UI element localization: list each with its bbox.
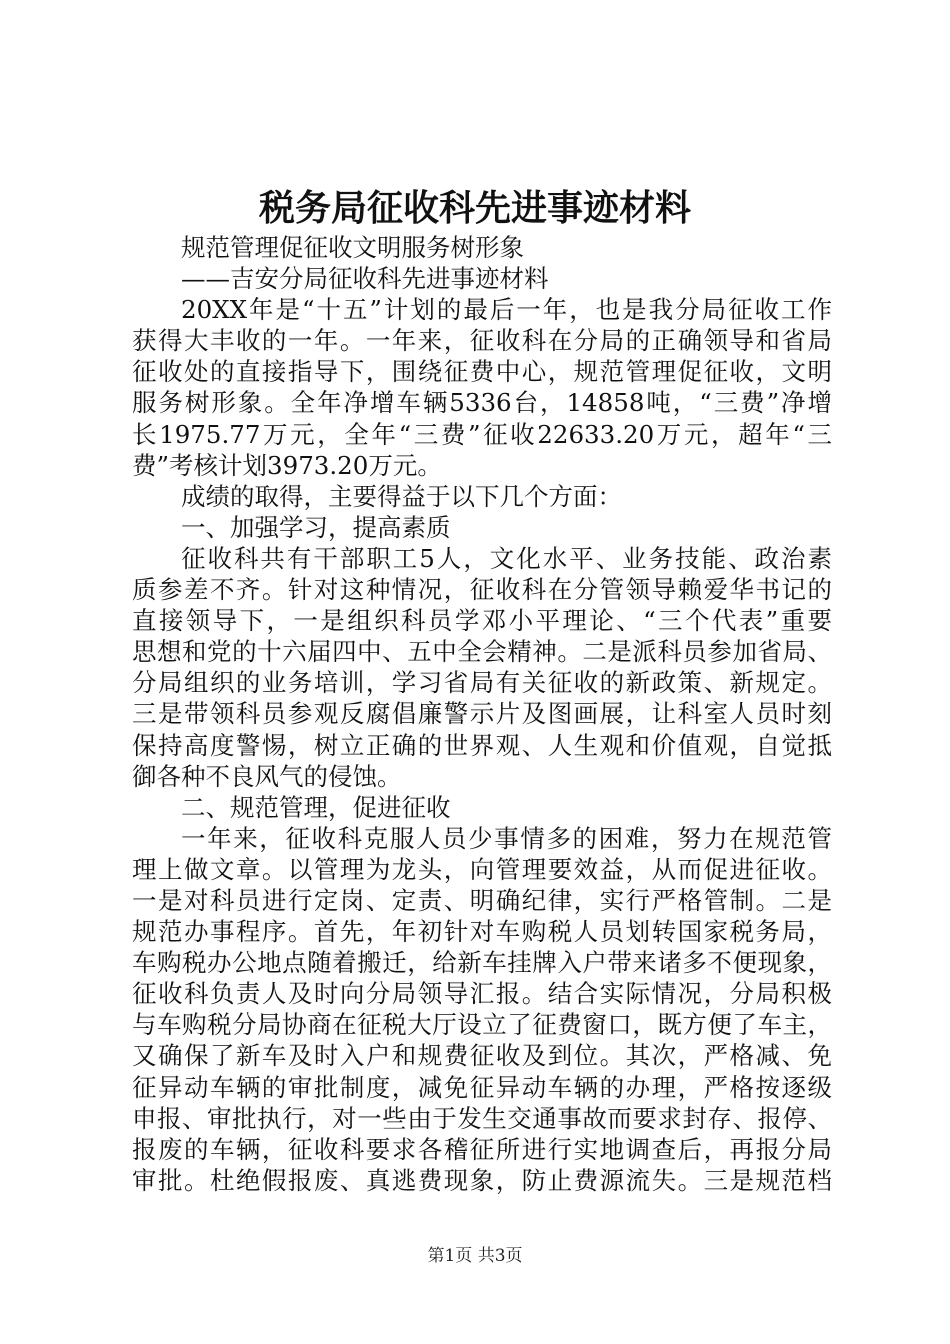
text-line: 理上做文章。以管理为龙头，向管理要效益，从而促进征收。 [132,854,832,884]
text-line: 征收处的直接指导下，围绕征费中心，规范管理促征收，文明 [132,357,832,387]
text-line: 成绩的取得，主要得益于以下几个方面： [181,481,622,511]
text-line: 一是对科员进行定岗、定责、明确纪律，实行严格管制。二是 [132,885,832,915]
text-line: 车购税办公地点随着搬迁，给新车挂牌入户带来诸多不便现象， [132,948,832,978]
text-line: 报废的车辆，征收科要求各稽征所进行实地调查后，再报分局 [132,1134,832,1164]
document-body [132,232,832,1196]
text-line: 费”考核计划3973.20万元。 [132,450,442,480]
text-line: 获得大丰收的一年。一年来，征收科在分局的正确领导和省局 [132,326,832,356]
text-line: 三是带领科员参观反腐倡廉警示片及图画展，让科室人员时刻 [132,699,832,729]
text-line: 思想和党的十六届四中、五中全会精神。二是派科员参加省局、 [132,637,832,667]
text-line: 申报、审批执行，对一些由于发生交通事故而要求封存、报停、 [132,1103,832,1133]
text-line: 分局组织的业务培训，学习省局有关征收的新政策、新规定。 [132,668,832,698]
text-line: 一、加强学习，提高素质 [181,512,451,542]
text-line: 规范管理促征收文明服务树形象 [181,233,524,262]
text-line: 质参差不齐。针对这种情况，征收科在分管领导赖爱华书记的 [132,575,832,605]
document-title: 税务局征收科先进事迹材料 [258,187,691,229]
text-line: 一年来，征收科克服人员少事情多的困难，努力在规范管 [181,823,832,853]
text-line: 20XX年是“十五”计划的最后一年，也是我分局征收工作 [181,295,832,325]
text-line: 审批。杜绝假报废、真逃费现象，防止费源流失。三是规范档 [132,1165,832,1195]
text-line: 御各种不良风气的侵蚀。 [132,761,402,791]
text-line: 二、规范管理，促进征收 [181,792,451,822]
text-line: 又确保了新车及时入户和规费征收及到位。其次，严格减、免 [132,1041,832,1071]
text-line: 征收科共有干部职工5人，文化水平、业务技能、政治素 [181,543,832,573]
text-line: 保持高度警惕，树立正确的世界观、人生观和价值观，自觉抵 [132,730,832,760]
text-line: 征异动车辆的审批制度，减免征异动车辆的办理，严格按逐级 [132,1072,832,1102]
text-line: 服务树形象。全年净增车辆5336台，14858吨，“三费”净增 [132,388,832,418]
text-line: 长1975.77万元，全年“三费”征收22633.20万元，超年“三 [132,419,832,449]
text-line: 与车购税分局协商在征税大厅设立了征费窗口，既方便了车主， [132,1010,832,1040]
text-line: ——吉安分局征收科先进事迹材料 [181,264,549,294]
text-line: 直接领导下，一是组织科员学邓小平理论、“三个代表”重要 [132,606,832,636]
text-line: 征收科负责人及时向分局领导汇报。结合实际情况，分局积极 [132,979,832,1009]
page-footer: 第1页 共3页 [427,1246,523,1266]
text-line: 规范办事程序。首先，年初针对车购税人员划转国家税务局， [132,917,832,947]
